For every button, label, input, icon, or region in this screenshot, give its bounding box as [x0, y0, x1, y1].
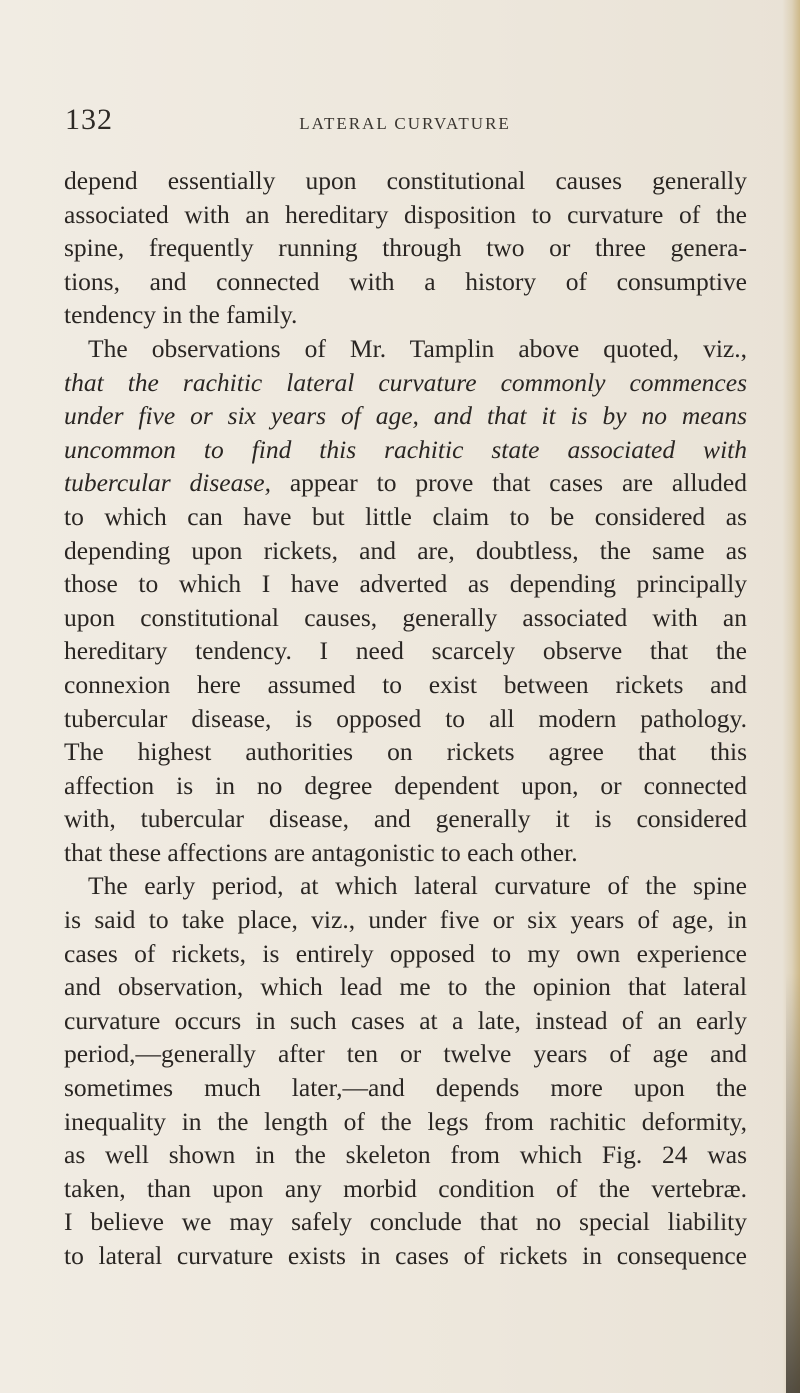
text-line: sometimes much later,—and depends more upon the [64, 1073, 747, 1103]
text-line: inequality in the length of the legs from rachitic deformity, [64, 1106, 747, 1136]
text-line: is said to take place, viz., under five or six years of age, in [64, 905, 747, 935]
text-line: depend essentially upon constitutional causes generally [64, 166, 747, 195]
text-line: and observation, which lead me to the opinion that lateral [64, 972, 747, 1002]
text-line: upon constitutional causes, generally associated with an [64, 602, 747, 632]
text-line: to lateral curvature exists in cases of rickets in consequence [64, 1241, 747, 1270]
roman-phrase: appear to prove that cases are alluded [271, 468, 747, 498]
text-line: tubercular disease, is opposed to all modern pathology. [64, 703, 747, 733]
text-line: The observations of Mr. Tamplin above quoted, viz., [88, 333, 747, 363]
text-line: cases of rickets, is entirely opposed to my own experience [64, 938, 747, 968]
text-line-italic: that the rachitic lateral curvature commonly commences [64, 367, 747, 397]
italic-phrase: tubercular disease, [64, 468, 271, 498]
text-line: The highest authorities on rickets agree that this [64, 737, 747, 767]
text-line: taken, than upon any morbid condition of the vertebræ. [64, 1173, 747, 1203]
text-line-italic: uncommon to find this rachitic state associated with [64, 434, 747, 464]
text-line: affection is in no degree dependent upon, or connected [64, 770, 747, 800]
page-edge-dark [786, 973, 800, 1393]
text-line: connexion here assumed to exist between rickets and [64, 669, 747, 699]
text-line-italic: under five or six years of age, and that it is by no means [64, 401, 747, 431]
running-head: LATERAL CURVATURE [299, 114, 511, 133]
text-line: those to which I have adverted as depending principally [64, 569, 747, 599]
text-line: to which can have but little claim to be considered as [64, 501, 747, 531]
text-line: hereditary tendency. I need scarcely observe that the [64, 636, 747, 666]
text-line: curvature occurs in such cases at a late, instead of an early [64, 1005, 747, 1035]
text-line: period,—generally after ten or twelve years of age and [64, 1039, 747, 1069]
page-header [65, 103, 745, 143]
text-line: that these affections are antagonistic to each other. [64, 837, 578, 867]
text-line: depending upon rickets, and are, doubtless, the same as [64, 535, 747, 565]
text-line: associated with an hereditary disposition to curvature of the [64, 199, 747, 229]
text-line: tions, and connected with a history of consumptive [64, 266, 747, 296]
text-line: spine, frequently running through two or three genera- [64, 233, 747, 263]
body-text [64, 164, 747, 1273]
text-line: The early period, at which lateral curvature of the spine [88, 871, 747, 901]
text-line: tendency in the family. [64, 300, 298, 330]
text-line-mixed [64, 466, 747, 500]
text-line: as well shown in the skeleton from which Fig. 24 was [64, 1140, 747, 1170]
text-line: with, tubercular disease, and generally it is considered [64, 804, 747, 834]
text-line: I believe we may safely conclude that no special liability [64, 1207, 747, 1237]
page-number: 132 [65, 103, 113, 136]
